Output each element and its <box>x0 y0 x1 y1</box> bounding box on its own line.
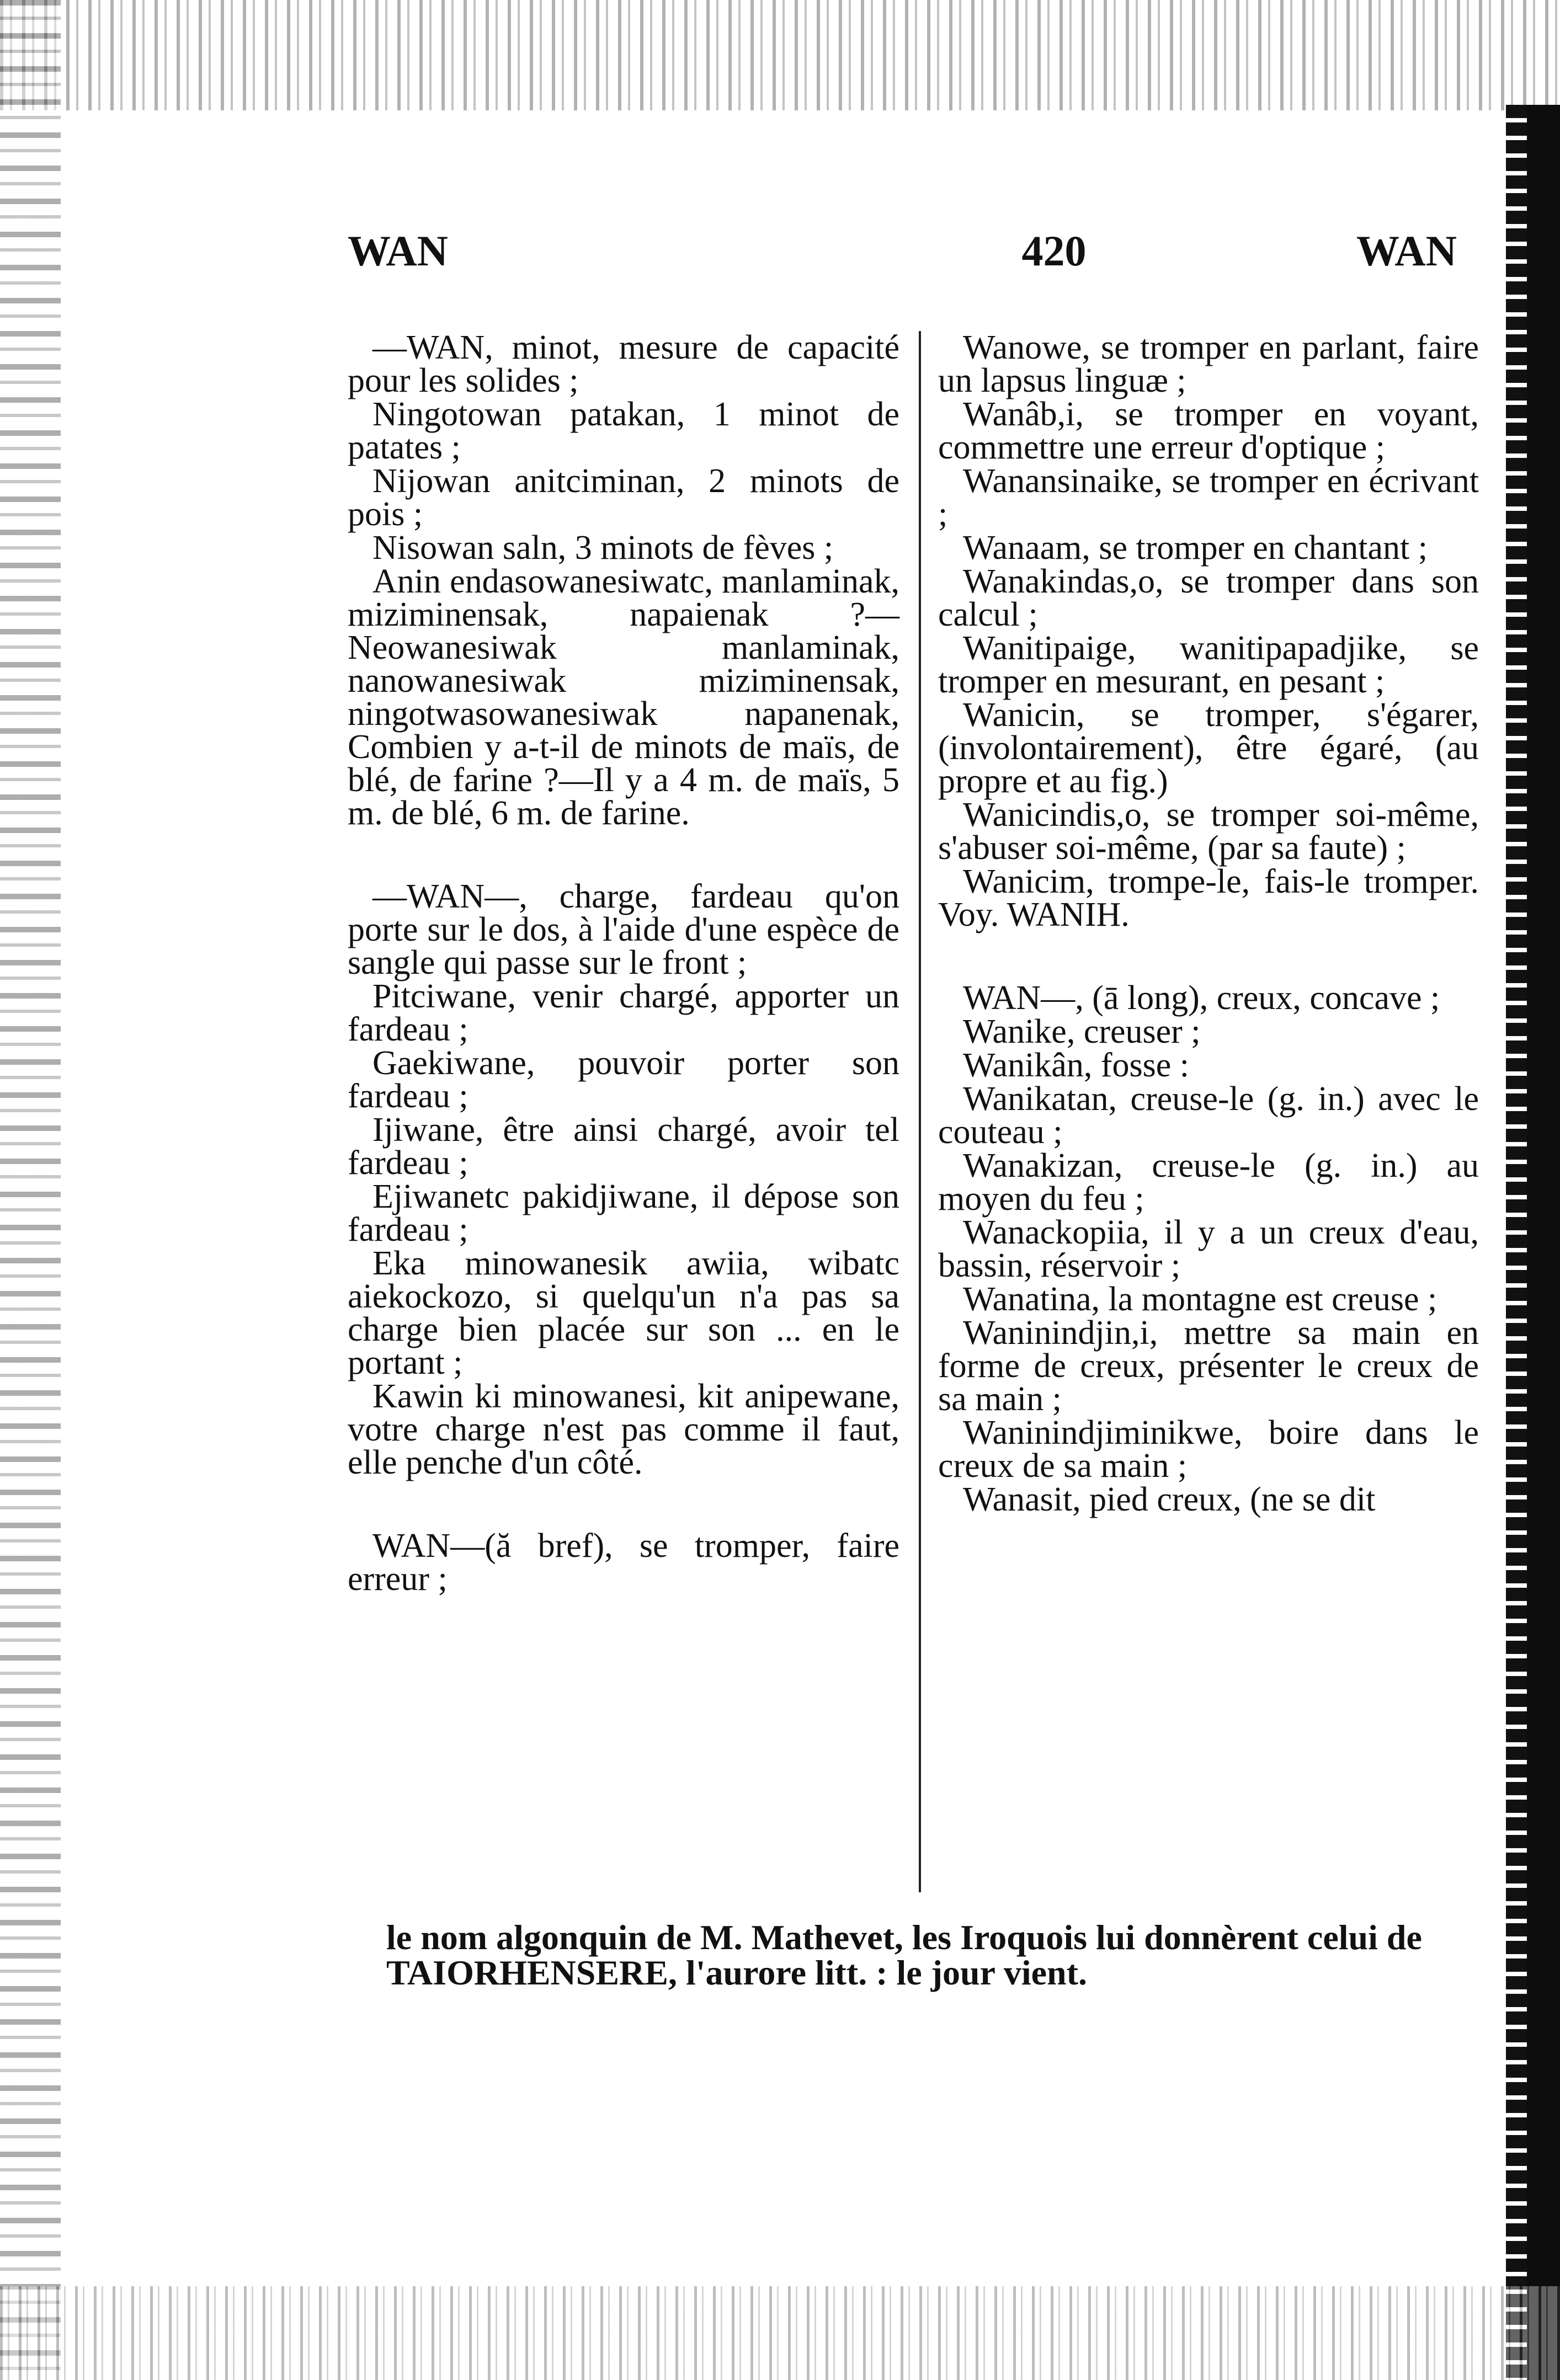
entry: Wanakindas,o, se tromper dans son calcul ; <box>938 563 1479 633</box>
entry: Gaekiwane, pouvoir porter son fardeau ; <box>348 1044 899 1115</box>
entry: Wanasit, pied creux, (ne se dit <box>963 1481 1376 1518</box>
entry: —WAN—, charge, fardeau qu'on porte sur le dos, à l'aide d'une espèce de sangle qui passe sur le front ; <box>348 878 899 981</box>
scan-border-right-inner <box>1506 105 1527 2380</box>
entry: Wanicindis,o, se tromper soi-même, s'abuser soi-même, (par sa faute) ; <box>938 796 1479 867</box>
entry: Kawin ki minowanesi, kit anipewane, votre charge n'est pas comme il faut, elle penche d'un côté. <box>348 1378 899 1481</box>
entry: Waninindjin,i, mettre sa main en forme de creux, présenter le creux de sa main ; <box>938 1314 1479 1418</box>
running-head-right: WAN <box>1356 227 1457 275</box>
entry: Anin endasowanesiwatc, manlaminak, miziminensak, napaienak ?—Neowanesiwak manlaminak, nanowanesiwak miziminensak, ningotwasowanesiwak napanenak, Combien y a-t-il de minots de maïs, de blé, de farine ?—Il y a 4 m. de maïs, 5 m. de blé, 6 m. de farine. <box>348 563 899 832</box>
entry: Waninindjiminikwe, boire dans le creux de sa main ; <box>938 1414 1479 1485</box>
entry: Wanaam, se tromper en chantant ; <box>963 529 1428 567</box>
entry: WAN—, (ā long), creux, concave ; <box>963 979 1440 1017</box>
entry: Eka minowanesik awiia, wibatc aiekockozo, si quelqu'un n'a pas sa charge bien placée sur son ... en le portant ; <box>348 1245 899 1381</box>
entry: Ejiwanetc pakidjiwane, il dépose son fardeau ; <box>348 1178 899 1248</box>
entry: Wanikatan, creuse-le (g. in.) avec le couteau ; <box>938 1080 1479 1151</box>
entry: Nisowan saln, 3 minots de fèves ; <box>372 529 834 567</box>
running-head-left: WAN <box>348 227 449 275</box>
entry: Ningotowan patakan, 1 minot de patates ; <box>348 396 899 466</box>
entry: Wanackopiia, il y a un creux d'eau, bassin, réservoir ; <box>938 1214 1479 1284</box>
left-column <box>348 331 899 1596</box>
page-number: 420 <box>1021 227 1087 275</box>
entry: Ijiwane, être ainsi chargé, avoir tel fardeau ; <box>348 1111 899 1182</box>
entry: Nijowan anitciminan, 2 minots de pois ; <box>348 462 899 533</box>
scan-border-right <box>1527 105 1560 2380</box>
entry: Wanansinaike, se tromper en écrivant ; <box>938 462 1479 533</box>
entry: Wanâb,i, se tromper en voyant, commettre une erreur d'optique ; <box>938 396 1479 466</box>
scan-noise-top <box>0 0 1560 110</box>
entry: Wanike, creuser ; <box>963 1013 1201 1050</box>
scan-noise-bottom <box>0 2286 1560 2380</box>
entry: Wanikân, fosse : <box>963 1047 1189 1084</box>
entry: Wanitipaige, wanitipapadjike, se tromper en mesurant, en pesant ; <box>938 629 1479 700</box>
footnote: le nom algonquin de M. Mathevet, les Iroquois lui donnèrent celui de TAIORHENSERE, l'aurore litt. : le jour vient. <box>386 1918 1422 1992</box>
entry: Wanowe, se tromper en parlant, faire un lapsus linguæ ; <box>938 329 1479 399</box>
entry: Wanakizan, creuse-le (g. in.) au moyen du feu ; <box>938 1147 1479 1218</box>
entry: Wanatina, la montagne est creuse ; <box>963 1280 1437 1318</box>
entry: Pitciwane, venir chargé, apporter un fardeau ; <box>348 978 899 1048</box>
entry: —WAN, minot, mesure de capacité pour les solides ; <box>348 329 899 399</box>
page-header <box>348 226 1457 292</box>
scan-noise-left <box>0 0 61 2380</box>
entry: WAN—(ă bref), se tromper, faire erreur ; <box>348 1527 899 1598</box>
entry: Wanicin, se tromper, s'égarer, (involontairement), être égaré, (au propre et au fig.) <box>938 696 1479 800</box>
entry: Wanicim, trompe-le, fais-le tromper. Voy. WANIH. <box>938 863 1479 933</box>
column-divider <box>919 331 921 1892</box>
right-column <box>938 331 1479 1517</box>
